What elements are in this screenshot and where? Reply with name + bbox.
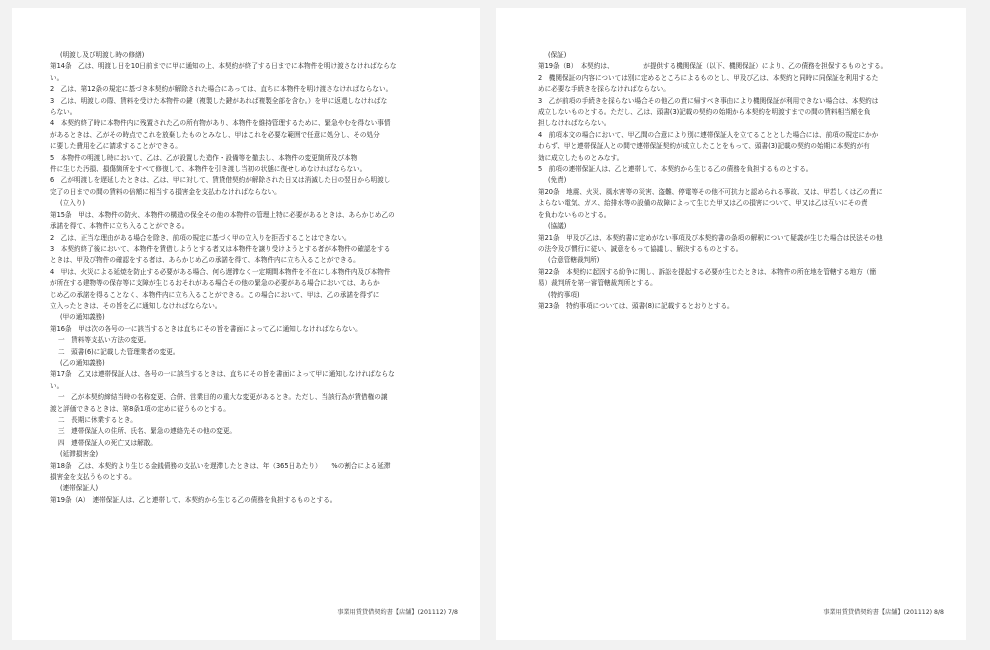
clause-text-line: よらない電気、ガス、給排水等の設備の故障によって生じた甲又は乙の損害について、甲又は乙は互いにその責 xyxy=(538,199,868,208)
clause-text-line: 4 本契約終了時に本物件内に残置された乙の所有物があり、本物件を維持管理するために、緊急やむを得ない事情 xyxy=(50,119,391,128)
left-page xyxy=(12,8,480,640)
clause-heading: (協議) xyxy=(548,222,567,231)
clause-text-line: 2 機関保証の内容については別に定めるところによるものとし、甲及び乙は、本契約と同時に同保証を利用するた xyxy=(538,73,879,82)
clause-text-line: らない。 xyxy=(50,108,77,117)
clause-text-line: ときは、甲及び物件の確認をする者は、あらかじめ乙の承諾を得て、本物件内に立ち入ることができる。 xyxy=(50,256,360,265)
clause-section xyxy=(50,449,460,483)
clause-section xyxy=(50,198,460,312)
right-page-content xyxy=(538,50,946,312)
clause-section xyxy=(538,50,946,175)
clause-heading: (保証) xyxy=(548,51,567,59)
clause-text-line: を負わないものとする。 xyxy=(538,210,611,219)
clause-text-line: 2 乙は、第12条の規定に基づき本契約が解除された場合にあっては、直ちに本物件を明け渡さなければならない。 xyxy=(50,85,393,94)
clause-text-line: めに必要な手続きを採らなければならない。 xyxy=(538,85,670,94)
clause-text-line: が所在する建物等の保存等に支障が生じるおそれがある場合その他の緊急の必要がある場合においては、あらか xyxy=(50,279,380,288)
clause-text-line: に要した費用を乙に請求することができる。 xyxy=(50,142,182,151)
clause-text-line: わらず、甲と連帯保証人との間で連帯保証契約が成立したことをもって、頭書(3)記載の契約の始期に本契約が有 xyxy=(538,142,870,151)
clause-heading: (甲の通知義務) xyxy=(60,313,105,322)
clause-text-line: 第22条 本契約に起因する紛争に関し、訴訟を提起する必要が生じたときは、本物件の所在地を管轄する地方（簡 xyxy=(538,267,877,276)
clause-text-line: 4 甲は、火災による延焼を防止する必要がある場合、何ら遅滞なく一定期間本物件を不在にし本物件内及び本物件 xyxy=(50,267,391,276)
clause-text-line: 二 長期に休業するとき。 xyxy=(58,416,137,424)
clause-text-line: 二 頭書(6)に記載した管理業者の変更。 xyxy=(58,347,180,356)
clause-heading: (立入り) xyxy=(60,199,85,208)
clause-text-line: 一 賃料等支払い方法の変更。 xyxy=(58,336,151,345)
clause-text-line: 第20条 地震、火災、風水害等の災害、盗難、停電等その他不可抗力と認められる事故、又は、甲若しくは乙の責に xyxy=(538,187,883,196)
clause-text-line: 第19条（B） 本契約は、 が提供する機関保証（以下、機関保証）により、乙の債務を担保するものとする。 xyxy=(538,62,888,71)
clause-text-line: 三 連帯保証人の住所、氏名、緊急の連絡先その他の変更。 xyxy=(58,427,237,436)
clause-section xyxy=(538,175,946,221)
clause-heading: (延滞損害金) xyxy=(60,450,99,459)
clause-text-line: 成立しないものとする。ただし、乙は、頭書(3)記載の契約の始期から本契約を明渡すまでの間の賃料相当額を負 xyxy=(538,108,871,117)
clause-text-line: 四 連帯保証人の死亡又は解散。 xyxy=(58,438,157,447)
clause-text-line: 第19条（A） 連帯保証人は、乙と連帯して、本契約から生じる乙の債務を負担するものとする。 xyxy=(50,495,337,504)
clause-text-line: 件に生じた汚損、損傷箇所をすべて修復して、本物件を引き渡し当初の状態に復せしめなければならない。 xyxy=(50,165,367,174)
right-page xyxy=(496,8,966,640)
clause-text-line: 第17条 乙又は連帯保証人は、各号の一に該当するときは、直ちにその旨を書面によって甲に通知しなければならな xyxy=(50,370,395,379)
clause-text-line: があるときは、乙がその時点でこれを放棄したものとみなし、甲はこれを必要な範囲で任意に処分し、その処分 xyxy=(50,130,380,139)
clause-text-line: 第18条 乙は、本契約より生じる金銭債務の支払いを遅滞したときは、年（365日あたり） %の割合による延滞 xyxy=(50,461,391,470)
clause-text-line: 効に成立したものとみなす。 xyxy=(538,153,624,162)
clause-text-line: 2 乙は、正当な理由がある場合を除き、前項の規定に基づく甲の立入りを拒否することはできない。 xyxy=(50,233,351,242)
left-page-content xyxy=(50,50,460,506)
clause-text-line: 第15条 甲は、本物件の防火、本物件の構造の保全その他の本物件の管理上特に必要があるときは、あらかじめ乙の xyxy=(50,210,395,219)
clause-section xyxy=(50,50,460,198)
clause-text-line: 担しなければならない。 xyxy=(538,119,611,128)
clause-text-line: い。 xyxy=(50,381,64,390)
clause-text-line: 一 乙が本契約締結当時の名称変更、合併、営業目的の重大な変更があるとき。ただし、当該行為が賃借権の譲 xyxy=(58,393,388,402)
clause-section xyxy=(538,221,946,255)
clause-text-line: い。 xyxy=(50,73,64,82)
clause-text-line: 6 乙が明渡しを遅延したときは、乙は、甲に対して、賃貸借契約が解除された日又は消滅した日の翌日から明渡し xyxy=(50,176,391,185)
clause-section xyxy=(538,255,946,289)
left-page-footer: 事業用賃貸借契約書【店舗】(201112) 7/8 xyxy=(337,609,458,616)
right-page-footer: 事業用賃貸借契約書【店舗】(201112) 8/8 xyxy=(823,609,944,616)
clause-text-line: 第23条 特約事項については、頭書(8)に記載するとおりとする。 xyxy=(538,301,734,310)
clause-text-line: 完了の日までの間の賃料の倍額に相当する損害金を支払わなければならない。 xyxy=(50,187,281,196)
clause-text-line: 5 前項の連帯保証人は、乙と連帯して、本契約から生じる乙の債務を負担するものとする。 xyxy=(538,165,813,174)
clause-text-line: 立入ったときは、その旨を乙に通知しなければならない。 xyxy=(50,301,222,310)
clause-section xyxy=(50,483,460,506)
clause-heading: (免責) xyxy=(548,176,567,185)
clause-text-line: じめ乙の承諾を得ることなく、本物件内に立ち入ることができる。この場合において、甲は、乙の承諾を得ずに xyxy=(50,290,380,299)
clause-text-line: の法令及び慣行に従い、誠意をもって協議し、解決するものとする。 xyxy=(538,244,743,253)
clause-text-line: 第14条 乙は、明渡し日を10日前までに甲に通知の上、本契約が終了する日までに本物件を明け渡さなければならな xyxy=(50,62,397,71)
clause-text-line: 第16条 甲は次の各号の一に該当するときは直ちにその旨を書面によって乙に通知しなければならない。 xyxy=(50,324,362,333)
clause-text-line: 3 乙は、明渡しの際、賃料を受けた本物件の鍵（複製した鍵があれば複製全部を含む。）を甲に返還しなければな xyxy=(50,96,388,105)
clause-heading: (合意管轄裁判所) xyxy=(548,256,600,265)
clause-text-line: 3 本契約終了後において、本物件を賃借しようとする者又は本物件を譲り受けようとする者が本物件の確認をする xyxy=(50,244,391,253)
clause-text-line: 第21条 甲及び乙は、本契約書に定めがない事項及び本契約書の条項の解釈について疑義が生じた場合は民法その他 xyxy=(538,233,883,242)
clause-text-line: 承諾を得て、本物件に立ち入ることができる。 xyxy=(50,222,189,231)
clause-heading: (乙の通知義務) xyxy=(60,358,105,367)
clause-section xyxy=(50,358,460,449)
clause-section xyxy=(538,290,946,313)
clause-heading: (連帯保証人) xyxy=(60,484,99,493)
clause-text-line: 4 前項本文の場合において、甲乙間の合意により別に連帯保証人を立てることとした場合には、前項の規定にかか xyxy=(538,130,879,139)
clause-text-line: 5 本物件の明渡し時において、乙は、乙が設置した造作・設備等を撤去し、本物件の変更箇所及び本物 xyxy=(50,153,358,162)
clause-text-line: 易）裁判所を第一審管轄裁判所とする。 xyxy=(538,279,657,288)
clause-heading: (特約事項) xyxy=(548,290,580,299)
clause-heading: (明渡し及び明渡し時の修繕) xyxy=(60,51,145,59)
clause-text-line: 渡と評価できるときは、第8条1項の定めに従うものとする。 xyxy=(50,404,230,413)
clause-text-line: 損害金を支払うものとする。 xyxy=(50,473,136,482)
clause-text-line: 3 乙が前項の手続きを採らない場合その他乙の責に帰すべき事由により機関保証が利用できない場合は、本契約は xyxy=(538,96,879,105)
clause-section xyxy=(50,312,460,358)
